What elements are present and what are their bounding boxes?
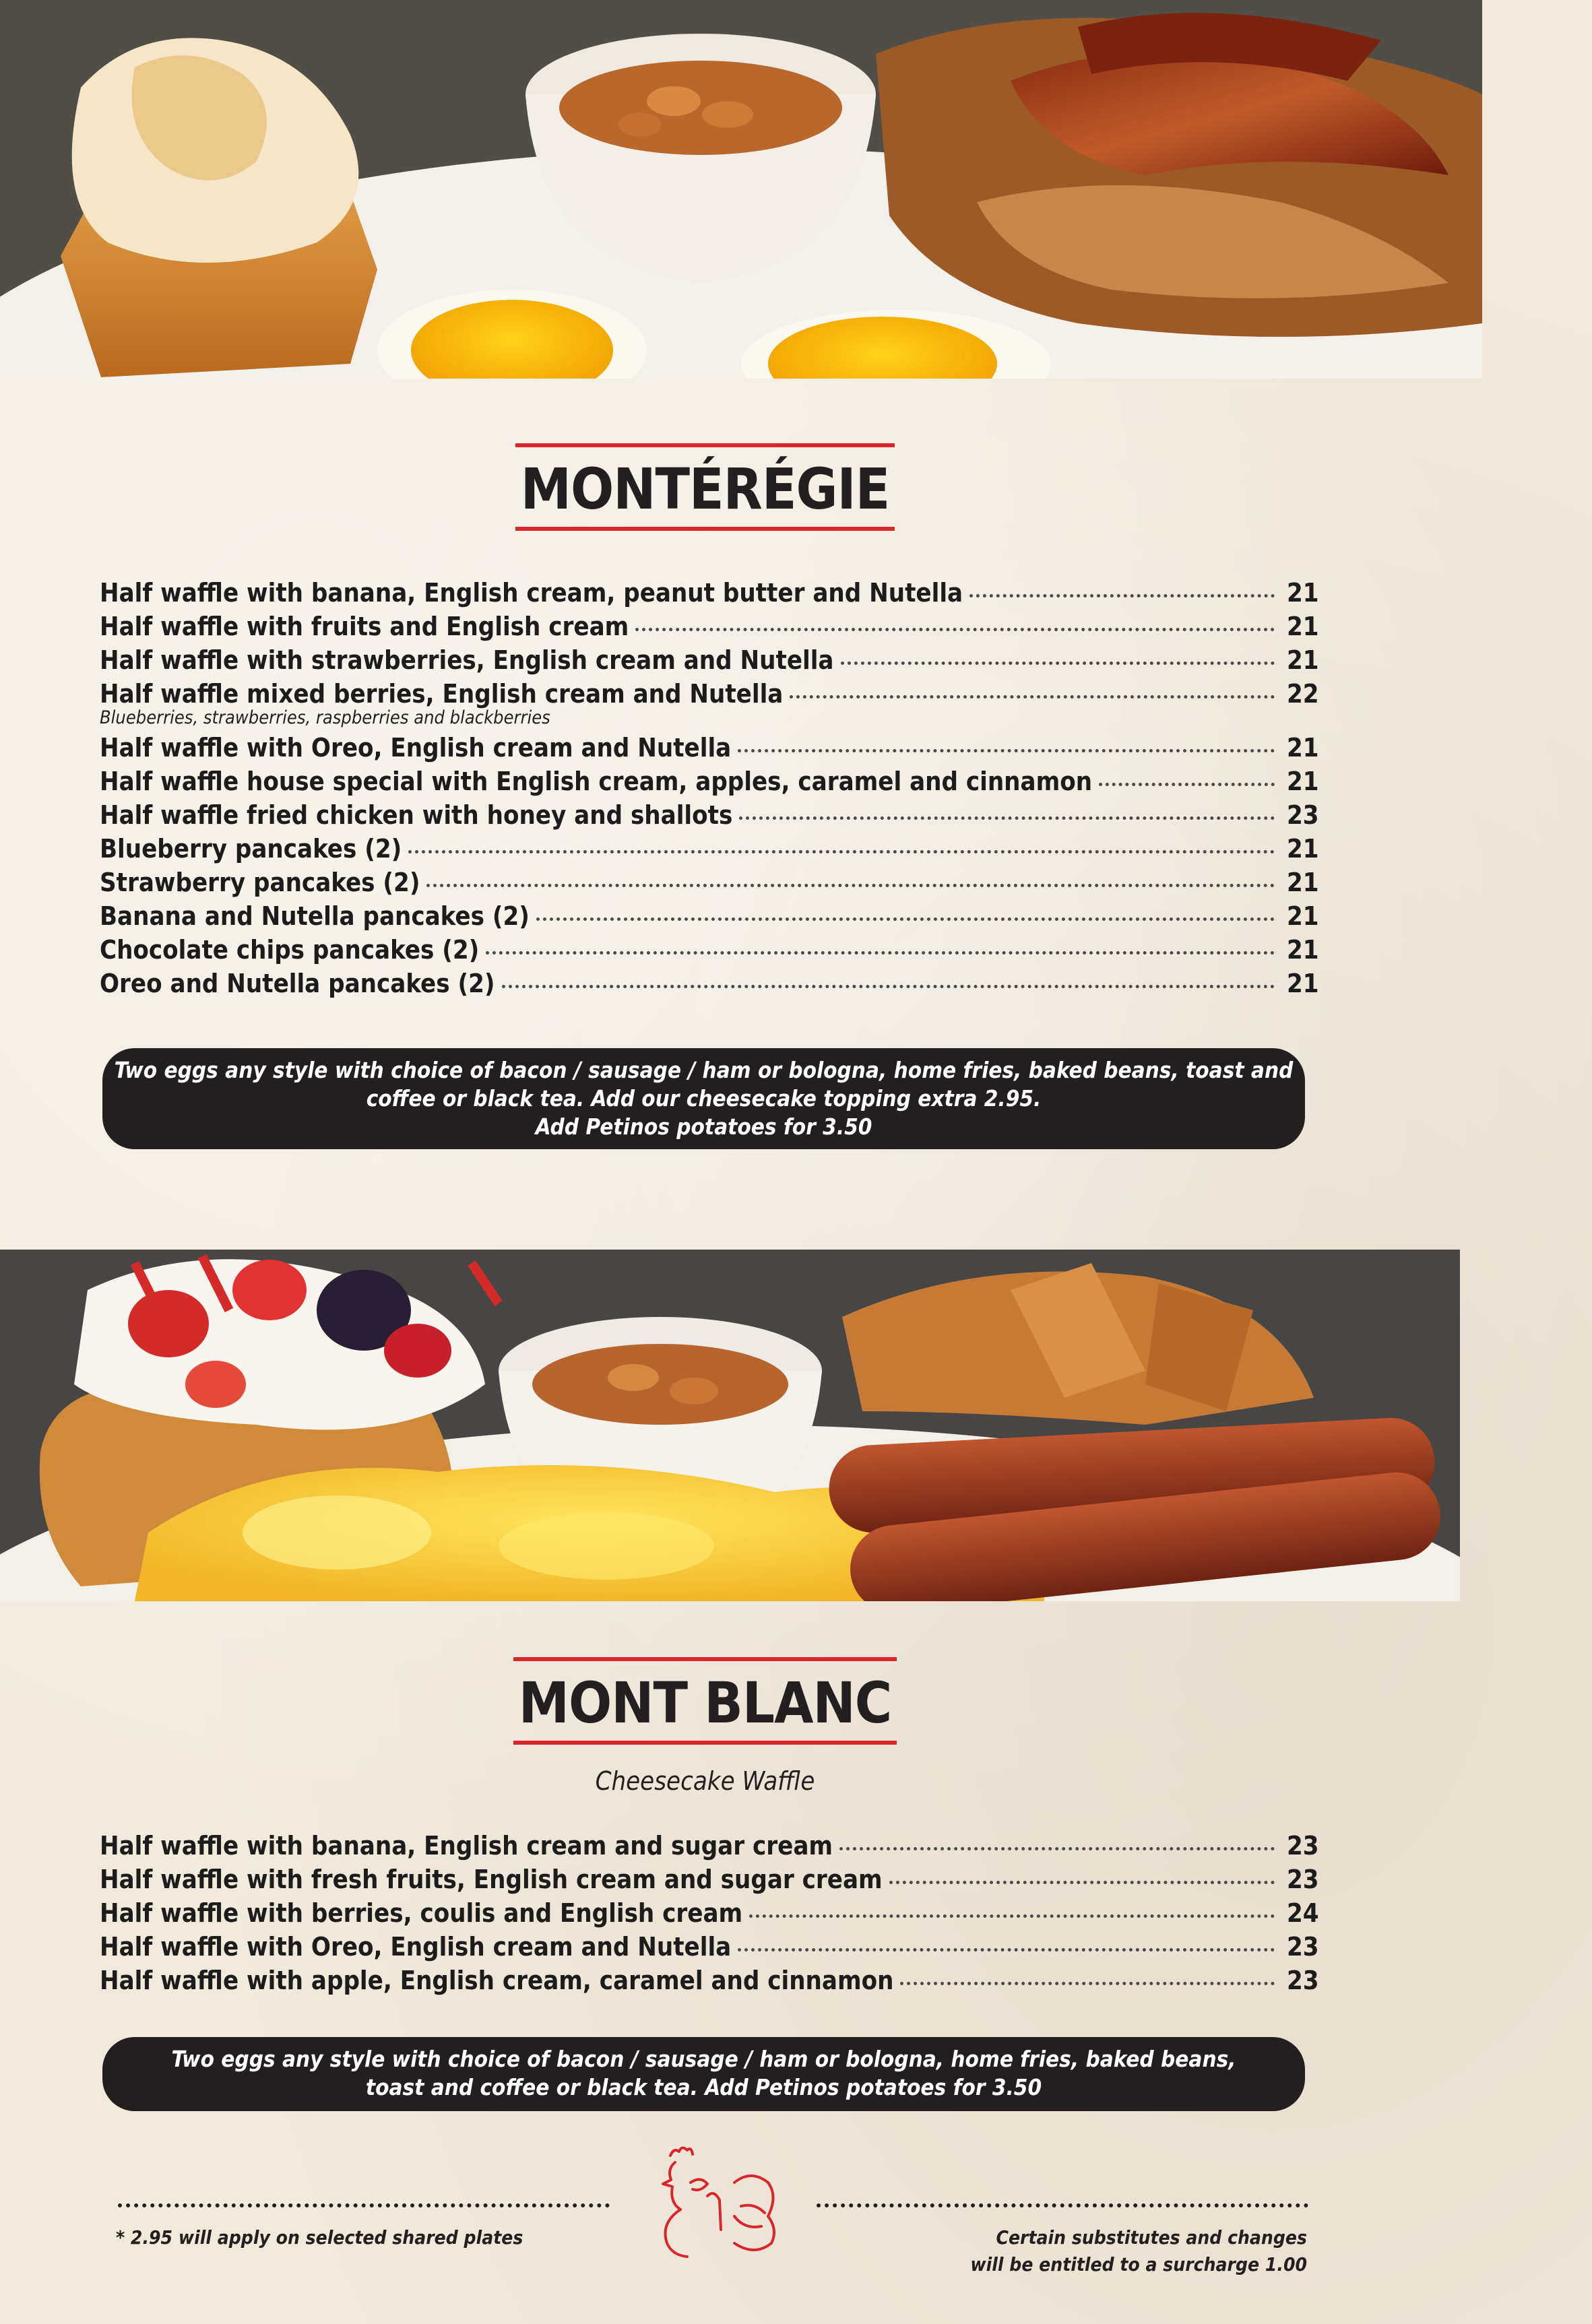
dot-leader [739,816,1275,820]
surcharge-line: will be entitled to a surcharge 1.00 [970,2253,1307,2275]
breakfast-includes-banner [102,2037,1305,2111]
item-price: 21 [1287,901,1319,931]
item-price: 21 [1287,834,1319,864]
dot-leader [790,695,1275,699]
item-name: Half waffle with Oreo, English cream and Nutella [100,733,732,763]
dot-leader [749,1914,1275,1918]
menu-item [100,800,1318,834]
dot-leader [889,1881,1275,1884]
menu-item [100,901,1318,935]
section-title-monteregie [0,443,1410,531]
menu-item [100,969,1318,1002]
item-price: 23 [1287,800,1319,830]
banner-line: Add Petinos potatoes for 3.50 [535,1113,872,1140]
section-subtitle: Cheesecake Waffle [595,1766,815,1796]
dot-leader [408,850,1275,853]
menu-item [100,645,1318,679]
item-price: 23 [1287,1932,1319,1962]
menu-item [100,612,1318,645]
dot-leader [841,661,1275,665]
shared-plates-note: * 2.95 will apply on selected shared plates [116,2226,523,2249]
item-name: Half waffle with banana, English cream and sugar cream [100,1831,833,1861]
menu-item [100,1865,1318,1898]
item-name: Half waffle mixed berries, English cream and Nutella [100,679,784,709]
item-price: 22 [1287,679,1319,709]
item-name: Half waffle with Oreo, English cream and Nutella [100,1932,732,1962]
dot-leader [426,884,1275,887]
dot-leader [900,1982,1275,1985]
banner-line: Two eggs any style with choice of bacon / sausage / ham or bologna, home fries, baked beans, toast and [114,1057,1294,1083]
item-name: Banana and Nutella pancakes (2) [100,901,530,931]
dot-leader [536,917,1275,921]
middle-food-photo [0,1250,1460,1601]
menu-item [100,834,1318,868]
banner-line: Two eggs any style with choice of bacon / sausage / ham or bologna, home fries, baked beans, [171,2046,1236,2072]
item-note: Blueberries, strawberries, raspberries and blackberries [100,707,550,728]
menu-item [100,935,1318,969]
item-price: 21 [1287,868,1319,897]
menu-item [100,733,1318,767]
dot-leader [486,951,1275,955]
menu-item [100,868,1318,901]
item-name: Half waffle with fresh fruits, English cream and sugar cream [100,1865,883,1894]
menu-list-montblanc [100,1831,1318,1999]
surcharge-line: Certain substitutes and changes [996,2226,1307,2249]
item-name: Half waffle with strawberries, English cream and Nutella [100,645,834,675]
menu-item [100,578,1318,612]
menu-item [100,1898,1318,1932]
item-price: 21 [1287,969,1319,998]
menu-item [100,1966,1318,1999]
dot-leader [738,749,1275,752]
item-name: Chocolate chips pancakes (2) [100,935,480,965]
banner-line: coffee or black tea. Add our cheesecake topping extra 2.95. [366,1085,1042,1111]
footer-divider-left [118,2203,610,2207]
dot-leader [502,985,1275,988]
section-title-montblanc [0,1657,1410,1745]
item-name: Half waffle with apple, English cream, caramel and cinnamon [100,1966,894,1995]
item-name: Half waffle house special with English cream, apples, caramel and cinnamon [100,767,1093,796]
item-price: 24 [1287,1898,1319,1928]
section-heading: MONTÉRÉGIE [515,443,895,531]
dot-leader [635,628,1275,631]
item-price: 23 [1287,1831,1319,1861]
item-name: Half waffle with fruits and English cream [100,612,629,641]
item-name: Half waffle with berries, coulis and English cream [100,1898,743,1928]
item-price: 21 [1287,767,1319,796]
item-price: 21 [1287,733,1319,763]
item-price: 21 [1287,612,1319,641]
item-name: Blueberry pancakes (2) [100,834,402,864]
menu-item [100,767,1318,800]
top-food-photo [0,0,1482,379]
item-price: 23 [1287,1865,1319,1894]
breakfast-includes-banner [102,1048,1305,1149]
dot-leader [738,1948,1275,1951]
surcharge-note [943,2224,1307,2278]
menu-item [100,1932,1318,1966]
banner-line: toast and coffee or black tea. Add Petinos potatoes for 3.50 [365,2074,1042,2100]
item-name: Strawberry pancakes (2) [100,868,420,897]
item-price: 23 [1287,1966,1319,1995]
dot-leader [839,1847,1275,1850]
item-price: 21 [1287,935,1319,965]
rooster-logo-icon [633,2142,788,2263]
menu-item [100,1831,1318,1865]
item-name: Half waffle fried chicken with honey and shallots [100,800,733,830]
item-price: 21 [1287,578,1319,608]
item-name: Half waffle with banana, English cream, peanut butter and Nutella [100,578,963,608]
menu-list-monteregie [100,578,1318,1002]
footer-divider-right [817,2203,1308,2207]
section-heading: MONT BLANC [513,1657,897,1745]
dot-leader [1099,783,1275,786]
item-name: Oreo and Nutella pancakes (2) [100,969,495,998]
item-price: 21 [1287,645,1319,675]
dot-leader [969,594,1275,598]
